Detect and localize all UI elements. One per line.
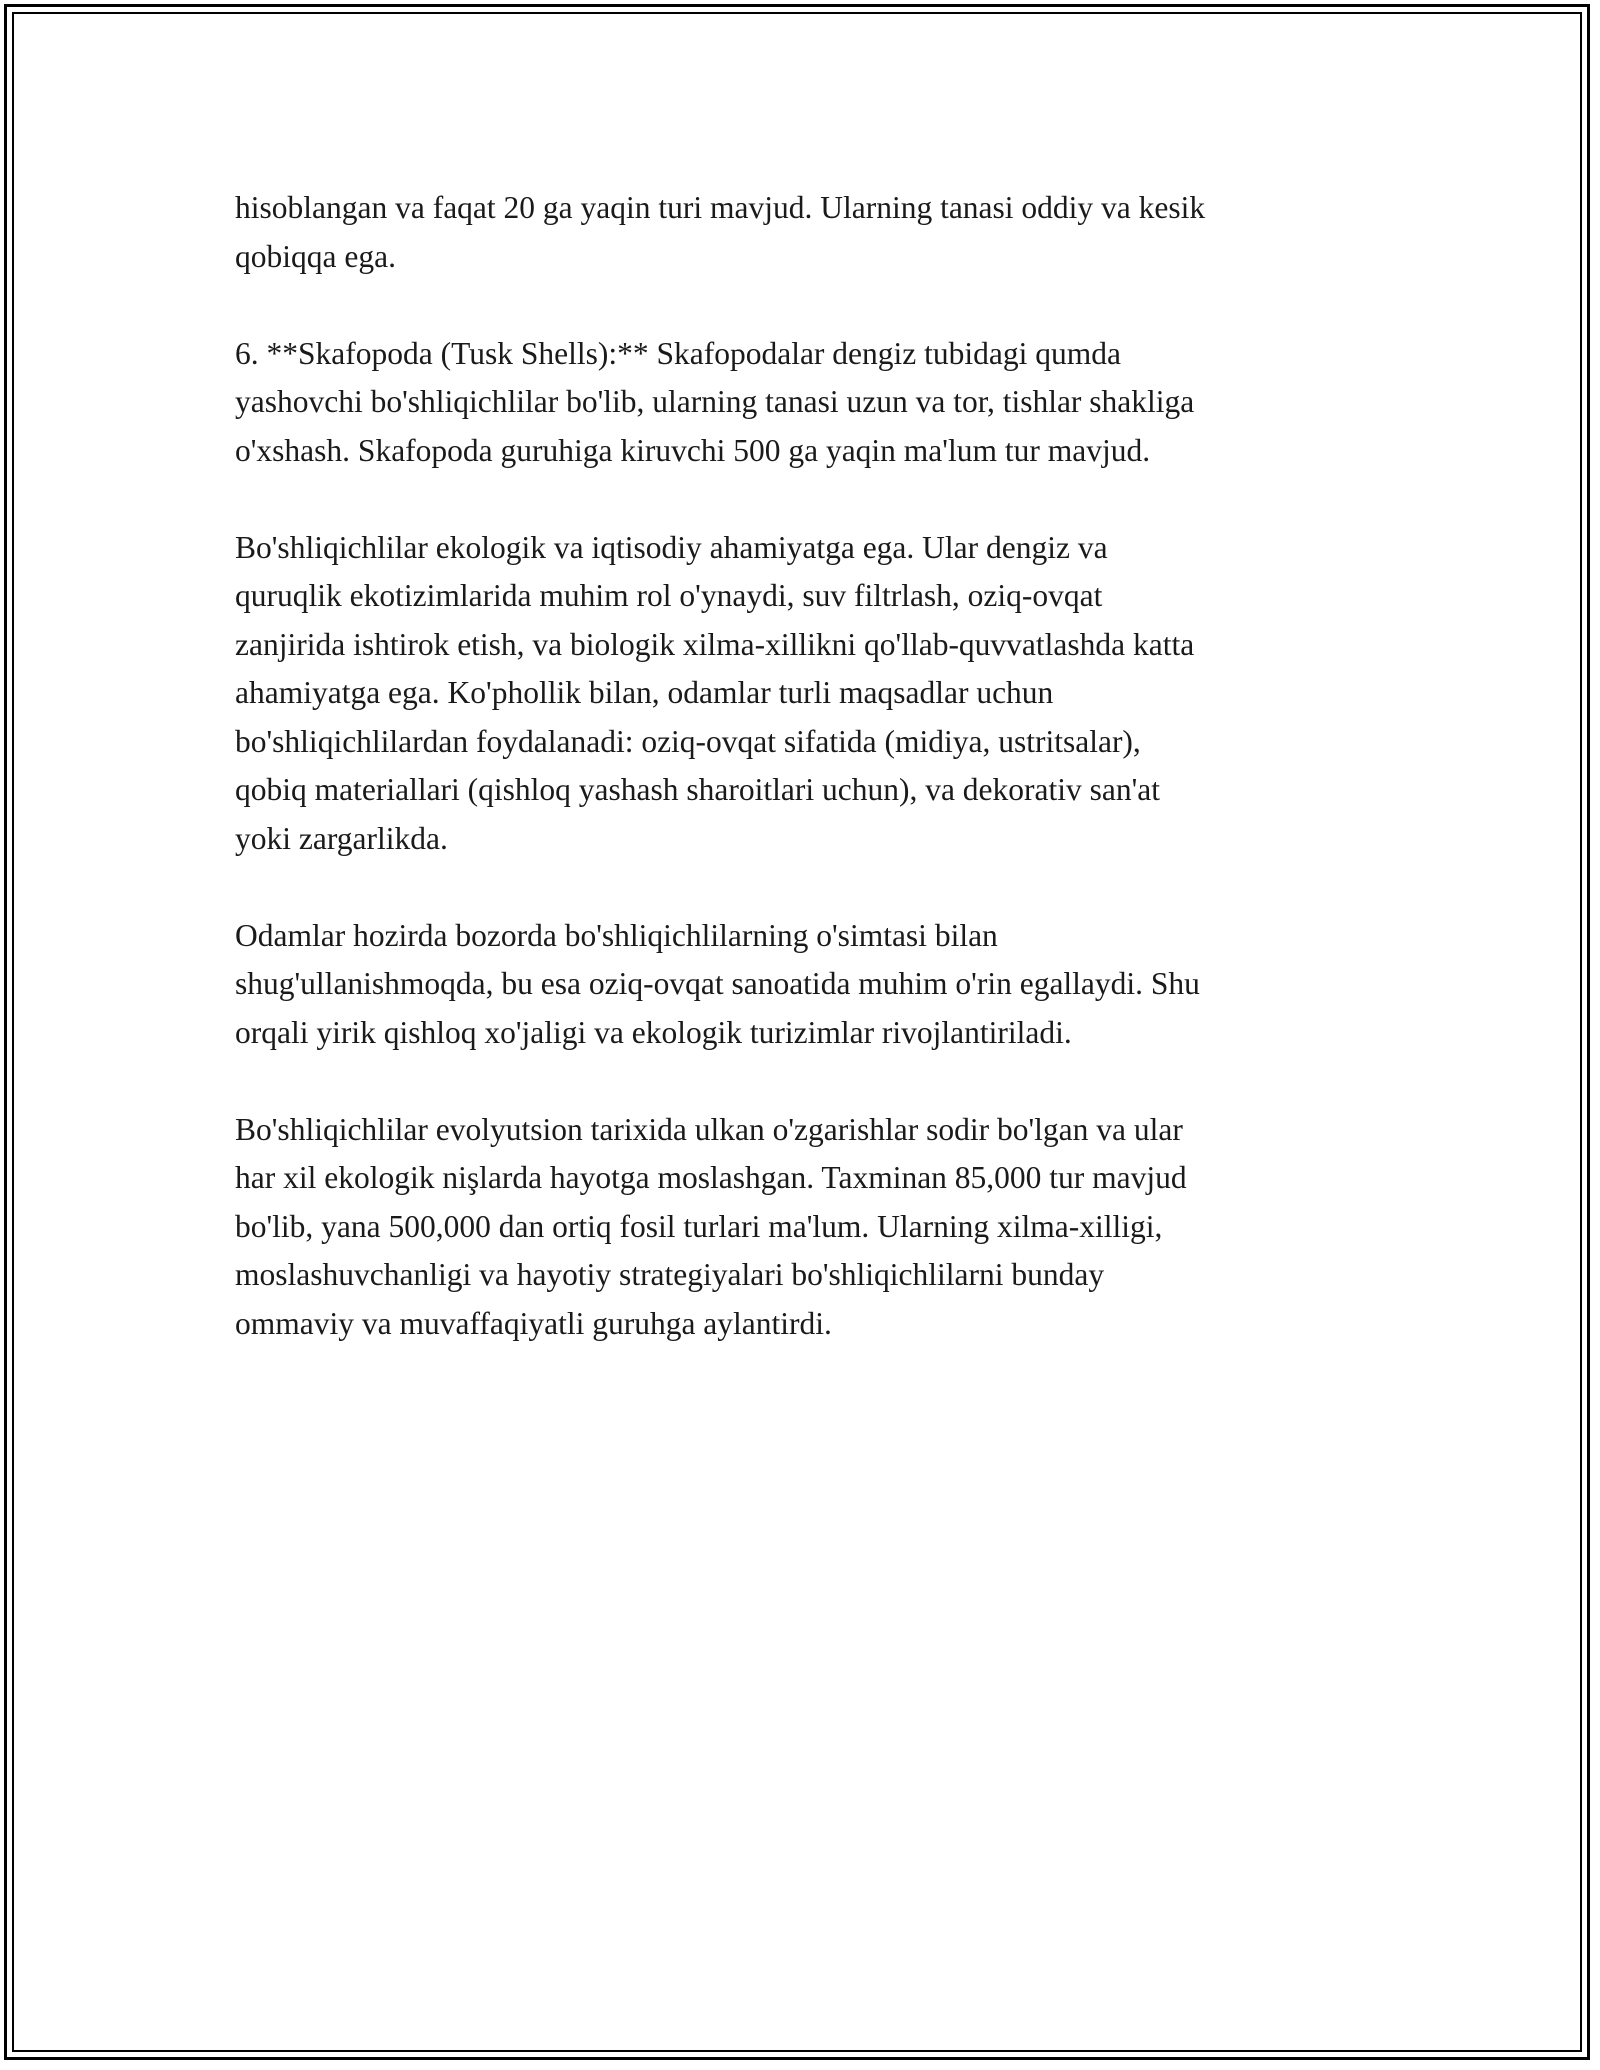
text-line: 6. **Skafopoda (Tusk Shells):** Skafopodalar dengiz tubidagi qumda	[235, 335, 1121, 371]
document-body	[235, 184, 1385, 1397]
text-line: o'xshash. Skafopoda guruhiga kiruvchi 500 ga yaqin ma'lum tur mavjud.	[235, 432, 1151, 468]
paragraph-2	[235, 330, 1385, 476]
text-line: qobiqqa ega.	[235, 238, 396, 274]
text-line: yashovchi bo'shliqichlilar bo'lib, ularning tanasi uzun va tor, tishlar shakliga	[235, 384, 1195, 419]
text-line: har xil ekologik nişlarda hayotga moslashgan. Taxminan 85,000 tur mavjud	[235, 1160, 1187, 1195]
text-line: orqali yirik qishloq xo'jaligi va ekologik turizimlar rivojlantiriladi.	[235, 1014, 1072, 1050]
text-line: quruqlik ekotizimlarida muhim rol o'ynaydi, suv filtrlash, oziq-ovqat	[235, 578, 1103, 613]
text-line: Bo'shliqichlilar ekologik va iqtisodiy ahamiyatga ega. Ular dengiz va	[235, 529, 1108, 565]
text-line: ommaviy va muvaffaqiyatli guruhga aylantirdi.	[235, 1305, 832, 1341]
paragraph-1	[235, 184, 1385, 281]
text-line: hisoblangan va faqat 20 ga yaqin turi mavjud. Ularning tanasi oddiy va kesik	[235, 190, 1206, 225]
text-line: qobiq materiallari (qishloq yashash sharoitlari uchun), va dekorativ san'at	[235, 772, 1161, 807]
text-line: Odamlar hozirda bozorda bo'shliqichlilarning o'simtasi bilan	[235, 917, 998, 953]
text-line: ahamiyatga ega. Ko'phollik bilan, odamlar turli maqsadlar uchun	[235, 675, 1054, 710]
text-line: bo'lib, yana 500,000 dan ortiq fosil turlari ma'lum. Ularning xilma-xilligi,	[235, 1208, 1163, 1244]
text-line: bo'shliqichlilardan foydalanadi: oziq-ovqat sifatida (midiya, ustritsalar),	[235, 723, 1141, 759]
text-line: yoki zargarlikda.	[235, 820, 448, 856]
paragraph-3	[235, 524, 1385, 864]
text-line: zanjirida ishtirok etish, va biologik xilma-xillikni qo'llab-quvvatlashda katta	[235, 626, 1195, 662]
paragraph-4	[235, 912, 1385, 1058]
paragraph-5	[235, 1106, 1385, 1349]
text-line: shug'ullanishmoqda, bu esa oziq-ovqat sanoatida muhim o'rin egallaydi. Shu	[235, 966, 1200, 1001]
text-line: moslashuvchanligi va hayotiy strategiyalari bo'shliqichlilarni bunday	[235, 1257, 1105, 1292]
text-line: Bo'shliqichlilar evolyutsion tarixida ulkan o'zgarishlar sodir bo'lgan va ular	[235, 1111, 1183, 1147]
